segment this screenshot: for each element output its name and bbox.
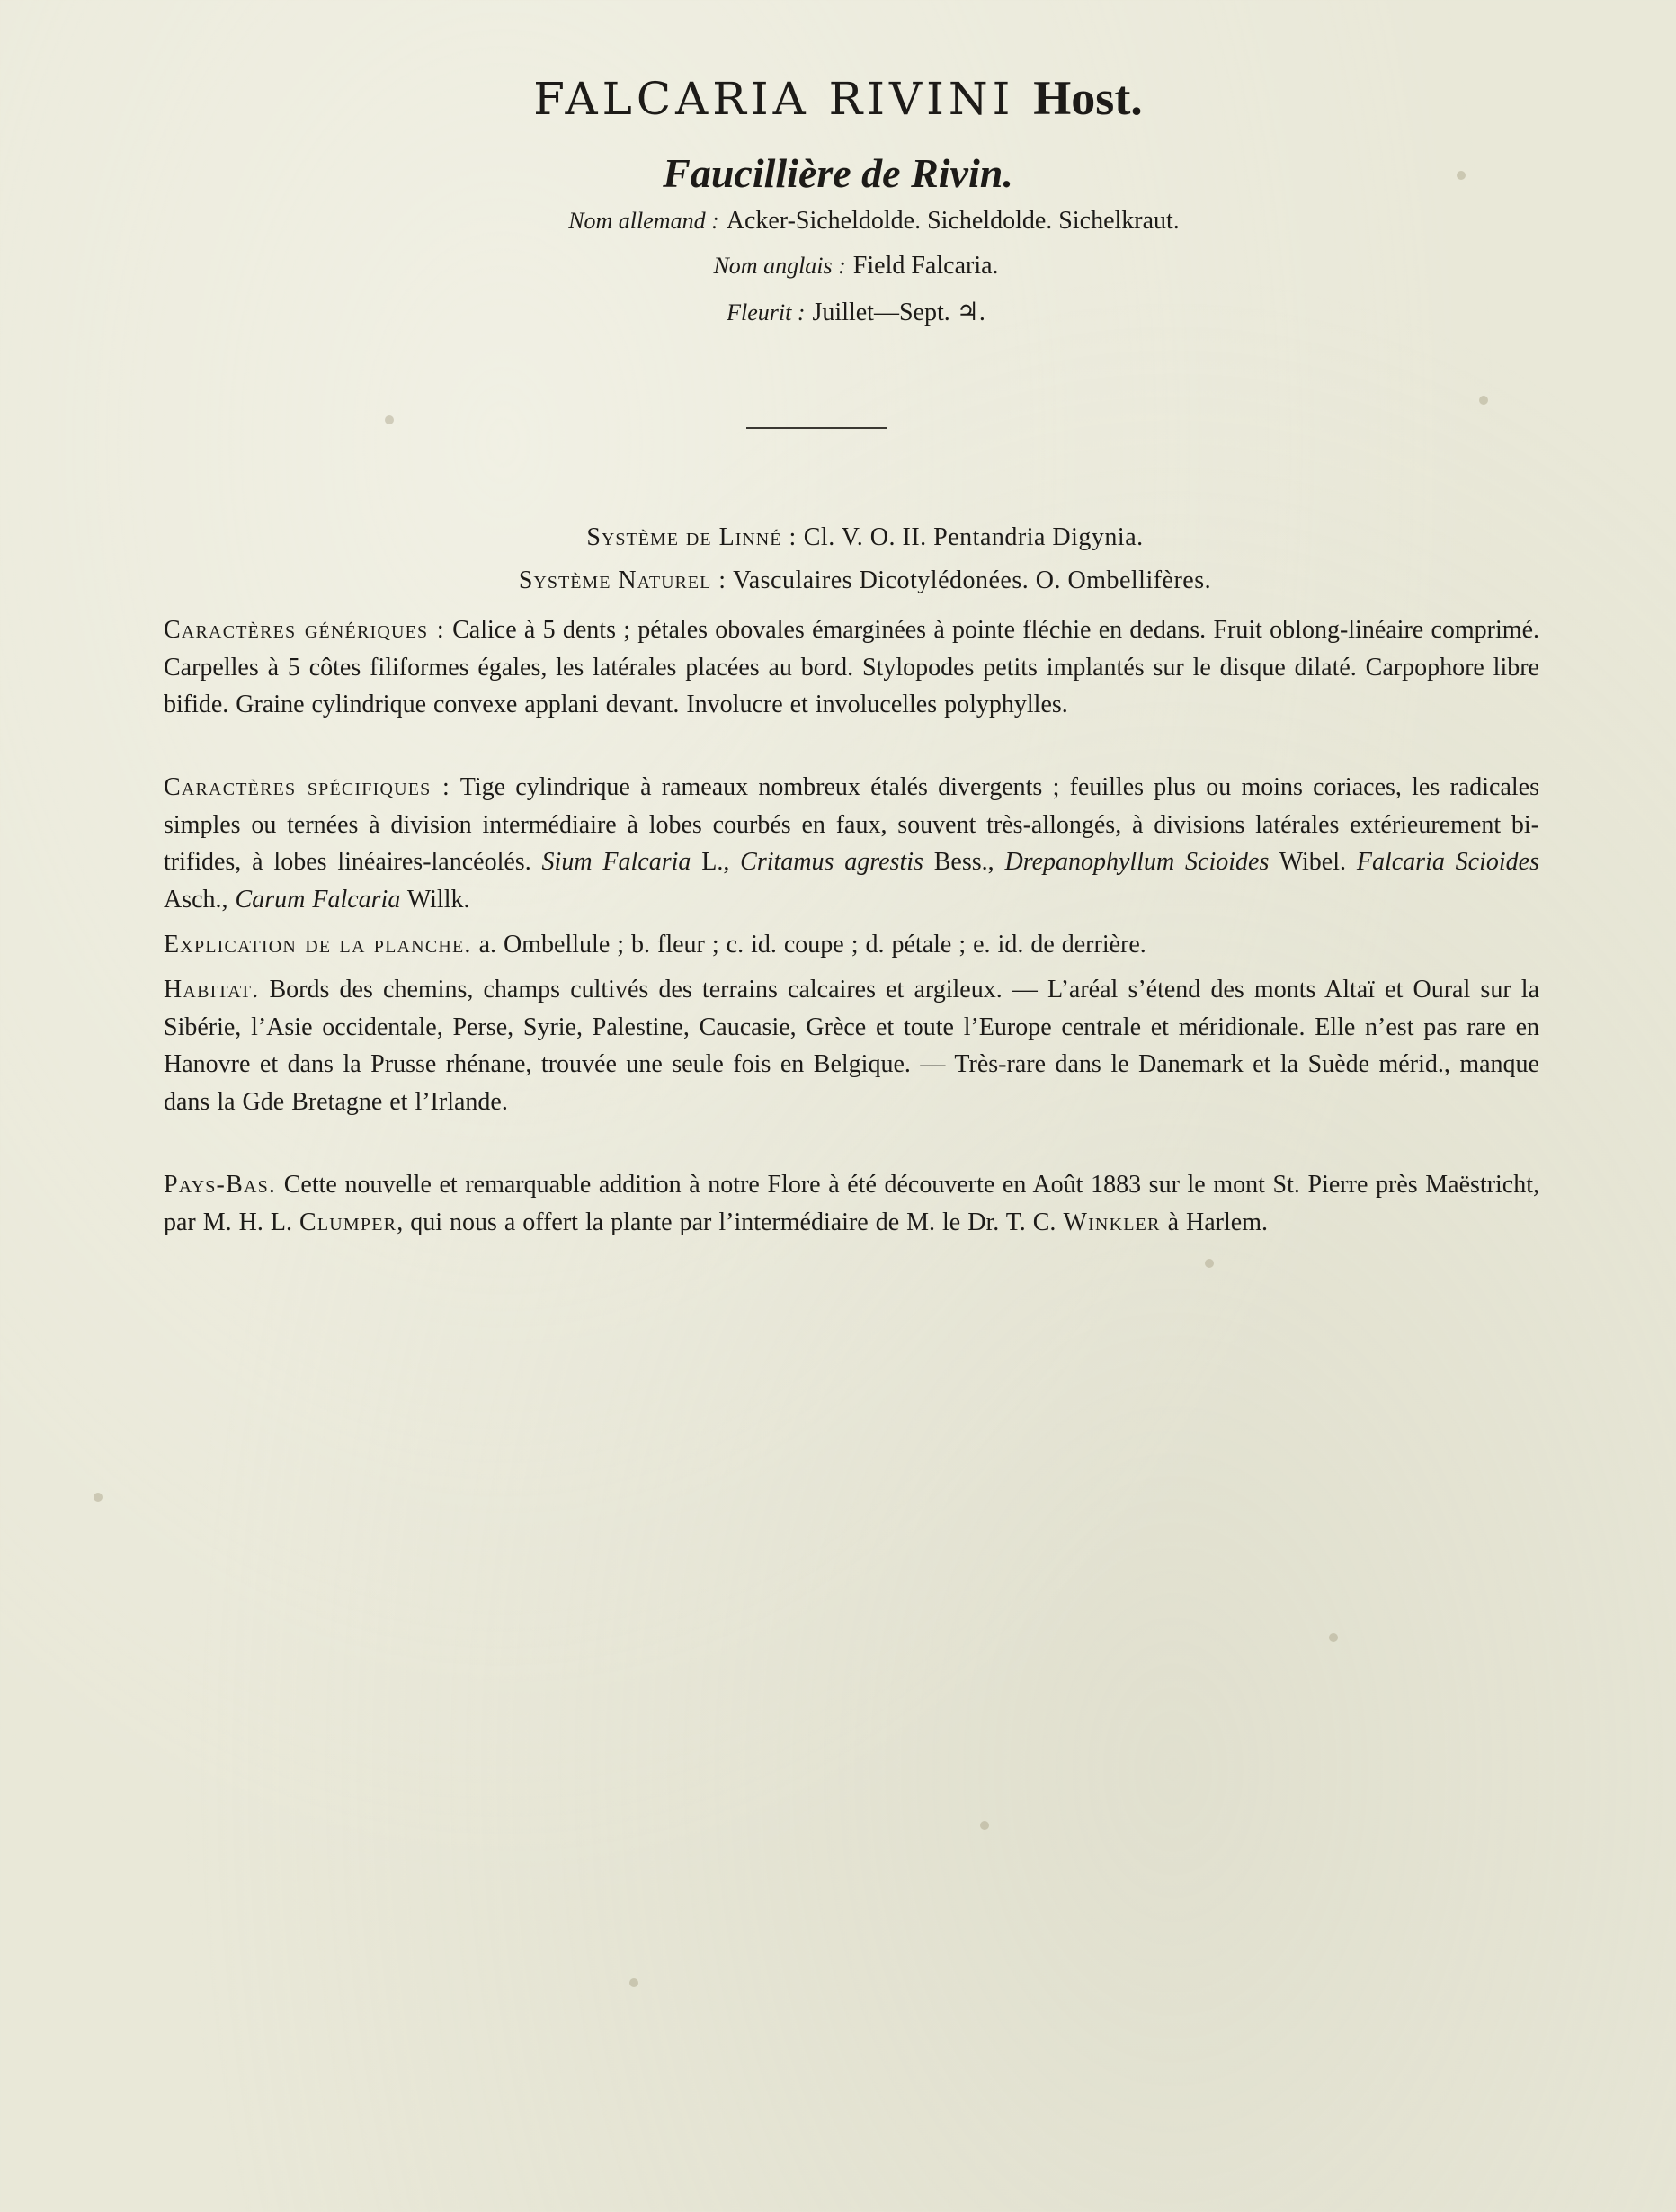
paper-spot xyxy=(1457,171,1466,180)
species-author: Host. xyxy=(1033,71,1143,125)
flowering-label: Fleurit : xyxy=(727,299,806,326)
netherlands-paragraph xyxy=(164,1166,1539,1241)
synonym-author: Wibel. xyxy=(1279,848,1347,876)
linne-system-label: Système de Linné : xyxy=(586,523,798,551)
paper-spot xyxy=(94,1493,103,1502)
paper-spot xyxy=(629,1978,638,1987)
german-name-label: Nom allemand : xyxy=(568,208,719,234)
german-name-value: Acker-Sicheldolde. Sicheldolde. Sichelkraut. xyxy=(726,207,1180,235)
paper-spot xyxy=(1479,396,1488,405)
synonym-name: Drepanophyllum Scioides xyxy=(1004,848,1270,876)
paper-spot xyxy=(1205,1259,1214,1268)
habitat-paragraph xyxy=(164,971,1539,1120)
paper-spot xyxy=(385,415,394,424)
natural-system-value: Vasculaires Dicotylédonées. O. Ombellifères. xyxy=(733,566,1212,594)
plate-explanation-text: a. Ombellule ; b. fleur ; c. id. coupe ; d. pétale ; e. id. de derrière. xyxy=(478,931,1146,959)
habitat-heading: Habitat. xyxy=(164,976,260,1003)
linne-system-value: Cl. V. O. II. Pentandria Digynia. xyxy=(803,523,1144,551)
paper-spot xyxy=(1329,1633,1338,1642)
generic-characters-text: Calice à 5 dents ; pétales obovales émarginées à pointe fléchie en dedans. Fruit oblong-linéaire comprimé. Carpelles à 5 côtes filiformes égales, les latérales placées au bord. Stylopodes petits implantés sur le disque dilaté. Carpophore libre bifide. Graine cylindrique convexe applani devant. Involucre et involucelles polyphylles. xyxy=(164,616,1539,718)
species-name: FALCARIA RIVINI xyxy=(533,73,1015,125)
synonym-author: Willk. xyxy=(406,885,470,914)
plate-explanation-heading: Explication de la planche. xyxy=(164,931,472,959)
plate-explanation-paragraph xyxy=(164,926,1539,964)
german-name-line xyxy=(36,207,1676,236)
netherlands-heading: Pays-Bas. xyxy=(164,1171,277,1199)
english-name-line xyxy=(18,252,1676,281)
natural-system-label: Système Naturel : xyxy=(518,566,727,594)
section-divider xyxy=(746,427,887,429)
netherlands-text: , qui nous a offert la plante par l’intermédiaire de M. le Dr. T. C. xyxy=(397,1208,1056,1236)
flowering-line xyxy=(18,297,1676,327)
english-name-label: Nom anglais : xyxy=(713,253,846,279)
species-title xyxy=(0,70,1676,126)
generic-characters-paragraph xyxy=(164,611,1539,724)
synonym-name: Carum Falcaria xyxy=(235,885,401,914)
habitat-text: Bords des chemins, champs cultivés des terrains calcaires et argileux. — L’aréal s’étend des monts Altaï et Oural sur la Sibérie, l’Asie occidentale, Perse, Syrie, Palestine, Caucasie, Grèce et toute l’Europe centrale et méridionale. Elle n’est pas rare en Hanovre et dans la Prusse rhénane, trouvée une seule fois en Belgique. — Très-rare dans le Danemark et la Suède mérid., manque dans la Gde Bretagne et l’Irlande. xyxy=(164,976,1540,1116)
english-name-value: Field Falcaria. xyxy=(852,252,999,280)
collector-name: Clumper xyxy=(299,1208,397,1236)
paper-spot xyxy=(980,1821,989,1830)
synonym-name: Sium Falcaria xyxy=(541,848,691,876)
natural-system-line xyxy=(27,566,1676,595)
netherlands-text: à Harlem. xyxy=(1167,1208,1268,1236)
specific-characters-paragraph xyxy=(164,769,1539,918)
french-name: Faucillière de Rivin. xyxy=(663,150,1013,196)
specific-characters-text: Tige cylindrique à rameaux nombreux étalés divergents ; feuilles plus ou moins coriaces, les radicales simples ou ternées à division intermédiaire à lobes courbés en faux, souvent très-allongés, à divisions latérales extérieurement bi-trifides, à lobes linéaires-lancéolés. xyxy=(164,773,1540,876)
synonym-author: L., xyxy=(701,848,730,876)
generic-characters-heading: Caractères génériques : xyxy=(164,616,445,644)
synonym-name: Falcaria Scioides xyxy=(1356,848,1539,876)
flowering-value: Juillet—Sept. ♃. xyxy=(812,299,985,326)
specific-characters-heading: Caractères spécifiques : xyxy=(164,773,450,801)
synonym-author: Asch., xyxy=(164,885,228,914)
synonym-name: Critamus agrestis xyxy=(740,848,923,876)
netherlands-text: Cette nouvelle et remarquable addition à notre Flore à été découverte en Août 1883 sur le mont St. Pierre près Maëstricht, par M. H. L. xyxy=(164,1171,1540,1236)
intermediary-name: Winkler xyxy=(1063,1208,1161,1236)
synonym-author: Bess., xyxy=(933,848,994,876)
linne-system-line xyxy=(27,523,1676,552)
